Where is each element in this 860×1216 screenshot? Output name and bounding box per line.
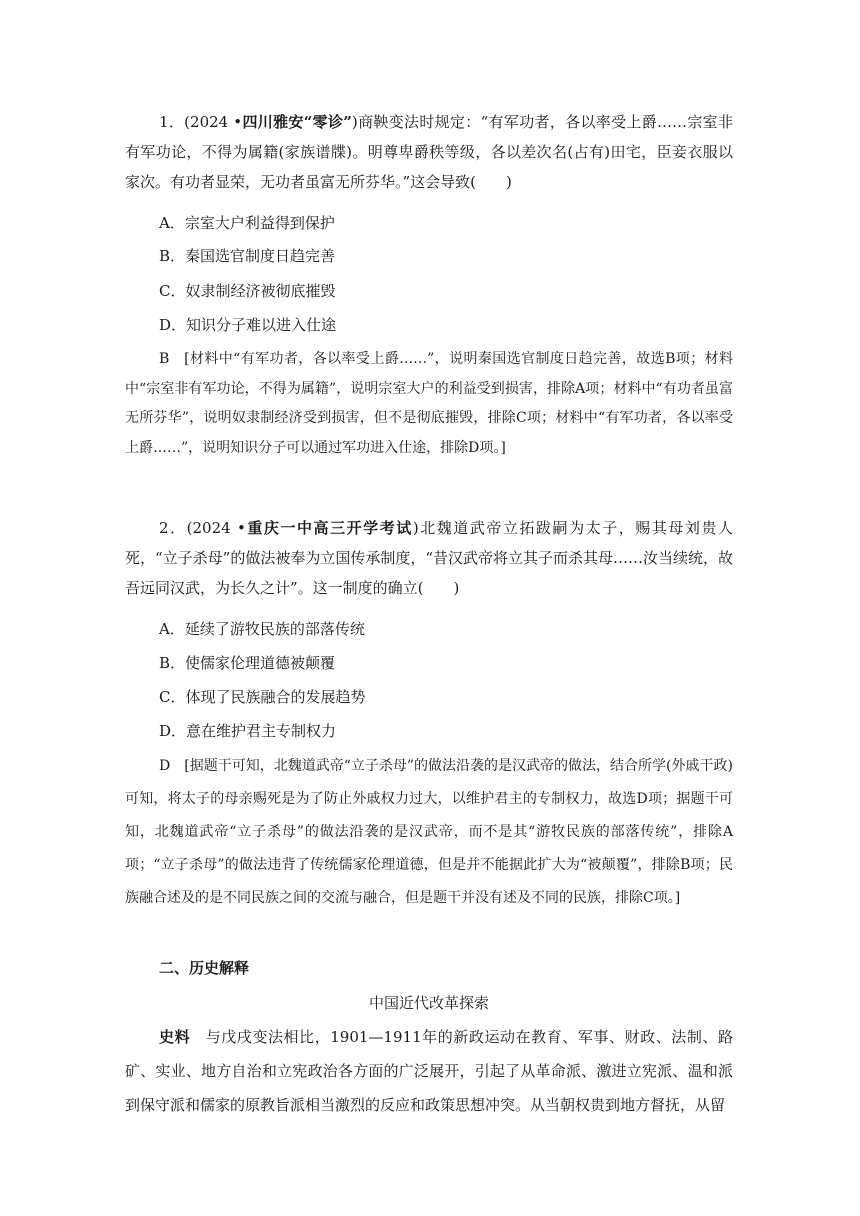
- source-text: 与戊戌变法相比，1901—1911年的新政运动在教育、军事、财政、法制、路矿、实业、地方自治和立宪政治各方面的广泛展开，引起了从革命派、激进立宪派、温和派到保守派和儒家的原教旨派相当激烈的反应和政策思想冲突。从当朝权贵到地方督抚，从留: [125, 1028, 733, 1114]
- section-heading: 二、历史解释: [159, 959, 250, 977]
- question-1-option-c: C．奴隶制经济被彻底摧毁: [159, 282, 336, 300]
- question-2-option-d: D．意在维护君主专制权力: [159, 722, 337, 740]
- question-1-option-a: A．宗室大户利益得到保护: [159, 214, 335, 232]
- question-2-source: 重庆一中高三开学考试: [245, 519, 413, 537]
- question-2-option-b: B．使儒家伦理道德被颠覆: [159, 654, 336, 672]
- question-1-answer: B [材料中“有军功者，各以率受上爵……”，说明秦国选官制度日趋完善，故选B项；材料中“宗室非有军功论，不得为属籍”，说明宗室大户的利益受到损害，排除A项；材料中“有功者虽富无所芬华”，说明奴隶制经济受到损害，但不是彻底摧毁，排除C项；材料中“有军功者，各以率受上爵……”，说明知识分子可以通过军功进入仕途，排除D项。]: [125, 351, 733, 456]
- question-2-number: 2．(2024 •: [159, 519, 246, 537]
- question-2-option-c: C．体现了民族融合的发展趋势: [159, 688, 366, 706]
- source-passage: [125, 1020, 733, 1122]
- question-1-source: 四川雅安“零诊”: [242, 113, 352, 131]
- source-label: 史料: [159, 1028, 191, 1046]
- question-1-number: 1．(2024 •: [159, 113, 243, 131]
- question-2-text: )北魏道武帝立拓跋嗣为太子，赐其母刘贵人死，“立子杀母”的做法被奉为立国传承制度，“昔汉武帝将立其子而杀其母……汝当续统，故吾远同汉武，为长久之计”。这一制度的确立( ): [125, 519, 734, 597]
- question-1-option-b: B．秦国选官制度日趋完善: [159, 247, 336, 265]
- section-title: 中国近代改革探索: [368, 994, 489, 1012]
- question-2-stem: [125, 513, 733, 603]
- question-1-option-d: D．知识分子难以进入仕途: [159, 316, 337, 334]
- question-2-answer: D [据题干可知，北魏道武帝“立子杀母”的做法沿袭的是汉武帝的做法，结合所学(外戚干政)可知，将太子的母亲赐死是为了防止外戚权力过大，以维护君主的专制权力，故选D项；据题干可知，北魏道武帝“立子杀母”的做法沿袭的是汉武帝，而不是其“游牧民族的部落传统”，排除A项；“立子杀母”的做法违背了传统儒家伦理道德，但是并不能据此扩大为“被颠覆”，排除B项；民族融合述及的是不同民族之间的交流与融合，但是题干并没有述及不同的民族，排除C项。]: [125, 758, 733, 906]
- question-1-text: )商鞅变法时规定：“有军功者，各以率受上爵……宗室非有军功论，不得为属籍(家族谱牒)。明尊卑爵秩等级，各以差次名(占有)田宅，臣妾衣服以家次。有功者显荣，无功者虽富无所芬华。”这会导致( ): [125, 113, 733, 191]
- question-1-stem: [125, 107, 733, 197]
- question-2-option-a: A．延续了游牧民族的部落传统: [159, 620, 365, 638]
